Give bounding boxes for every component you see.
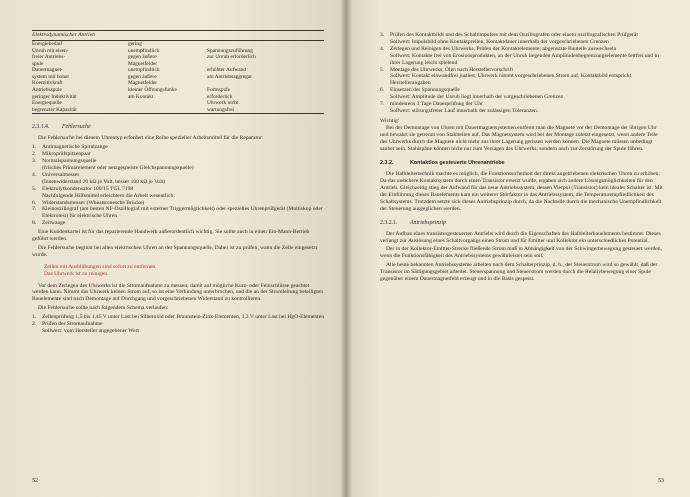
list-item [380, 87, 664, 101]
list-text: Montage des Uhrwerks, Ölen nach Herstellervorschrift Sollwert: Kontakt einwandfrei justiert, Uhrwerk nimmt vorgeschriebenen Strom auf, Kontaktbild entspricht Herstellerangaben [390, 66, 631, 87]
procedure-list [32, 314, 324, 335]
table-cell: unempfindlich gegen äußere Magnetfelder [128, 67, 160, 87]
list-text: Normalspannungsquelle (frisches Primärelement oder netzgespeiste Gleichspannungsquelle) [42, 158, 194, 171]
list-text: Elektrolytkondensator 100/15 TGL 7198 Nachfolgende Hilfsmittel erleichtern die Arbeit wesentlich: [42, 185, 175, 199]
list-number: 1. [32, 144, 37, 151]
tools-list [32, 144, 324, 227]
wichtig-text: Bei der Demontage von Uhren mit Dauermagnetsystemen entfernt man die Magnete vor der Demontage der übrigen Uhr und bewahrt sie getrennt von Stahlteilen auf. Das Magnetsystem wird bei der Montage zuletzt eingesetzt, wenn andere Teile des Uhrwerks durch die Magnete nicht mehr aus ihrer Lagerung gerissen werden können. Die Magnete müssen unbedingt sauber sein. Stahlspäne können nicht nur zum Versagen des Uhrwerks, sondern auch zur Zerstörung der Spule führen. [380, 124, 658, 152]
list-number: 5. [380, 66, 385, 73]
table-cell: unempfindlich gegen äußere Magnetfelder [128, 47, 160, 67]
table-cell: Energiebedarf [32, 40, 63, 47]
list-text: Mikroprüfspitzenpaar [42, 151, 91, 158]
section-title: Kontaktlos gesteuerte Uhrenantriebe [410, 160, 505, 167]
paragraph: Die Fehlersuche sollte nach folgendem Schema verlaufen: [38, 305, 169, 312]
list-text: Prüfen der Stromaufnahme Sollwert: vom Hersteller angegebener Wert [42, 321, 139, 334]
wichtig-label: Wichtig: [380, 117, 400, 124]
list-text: Universalmesser (Innenwiderstand 20 kΩ je Volt, besser 100 kΩ je Volt) [42, 171, 166, 185]
list-text: Zerlegen und Reinigen des Uhrwerks, Prüfen der Kontaktelemente; abgenutzte Bauteile auswechseln Sollwert: Kontakte frei von Erosionsprodukten, an der Unruh liegenden Amplitudenbegrenzungselemente fettfrei und in ihrer Lagerung leicht spielend [390, 45, 659, 66]
list-text: Widerstandsmesser (Wheatstonesche Brücke) [42, 199, 145, 206]
table-row [32, 67, 324, 87]
list-number: 3. [32, 158, 37, 165]
list-item [380, 46, 664, 67]
list-item [32, 321, 324, 335]
section-heading [380, 160, 664, 167]
paragraph: Der in der Kollektor-Emitter-Strecke fließende Strom muß in Abhängigkeit von der Schwingerbewegung gesteuert werden, wenn die Funktionsfähigkeit des Antriebssystems gewährleistet sein soll. [380, 246, 662, 260]
list-text: Zellenprüfung 1,5 bis 1,45 V unter Last bei Silberoxid oder Braunstein-Zink-Elementen, 1,3 V unter Last bei HgO-Elementen [42, 314, 325, 321]
list-item [32, 220, 324, 227]
warning-note: Zellen mit Ausblühungen sind sofort zu entfernen. Das Uhrwerk ist zu reinigen. [44, 263, 157, 277]
list-number: 3. [380, 32, 385, 38]
paragraph: Der Aufbau eines transistorgesteuerten Antriebs wird durch die Eigenschaften des Halbleiterbauelements bestimmt. Dieses verlangt zur Auslösung eines Schaltvorgangs einen Strom und für Emitter und Kollektor ein unterschiedliches Potential. [380, 230, 661, 244]
table-row [32, 100, 324, 113]
book-gutter [340, 0, 352, 497]
table-cell: Unruh mit eisen- freier Antriebs- spule [32, 47, 69, 67]
list-number: 2. [32, 151, 37, 158]
table-row [32, 48, 324, 68]
list-item [380, 67, 664, 88]
list-number: 4. [380, 45, 385, 52]
section-heading [32, 124, 324, 131]
list-text: Antimagnetische Spiralzange [42, 144, 108, 151]
list-item [32, 158, 324, 172]
list-number: 5. [32, 185, 37, 192]
list-number: 2. [32, 321, 37, 328]
list-text: Zeitwaage [42, 220, 66, 227]
list-number: 6. [32, 199, 37, 206]
section-number: 2.3.2. [380, 160, 394, 167]
list-number: 7. [380, 101, 385, 108]
list-number: 4. [32, 171, 37, 178]
list-item [380, 32, 664, 46]
table-cell: gering [128, 40, 142, 47]
list-item [32, 206, 324, 220]
paragraph: Die Fehlersuche beginnt bei allen elektrischen Uhren an der Spannungsquelle. Dabei ist zu prüfen, wann die Zelle eingesetzt wurde. [32, 244, 318, 258]
subsection-heading [380, 220, 664, 227]
page-number: 52 [32, 478, 38, 485]
list-item [380, 101, 664, 115]
list-text: mindestens 3 Tage Dauerprüfung der Uhr Sollwert: störungsfreier Lauf innerhalb der zulässigen Toleranzen. [390, 101, 539, 114]
subsection-title: Antriebsprinzip [410, 219, 447, 226]
table-row [32, 41, 324, 48]
table-cell: Energiequelle begrenzter Kapazität [32, 100, 77, 113]
list-text: Einsetzen der Spannungsquelle Sollwert: Amplitude der Unruh liegt innerhalb der vorgeschriebenen Grenzen [390, 87, 564, 101]
list-number: 6. [380, 87, 385, 94]
list-text: Kleinoszillograf (am besten NF-Oszillograf mit externer Triggermöglichkeit) oder spezielles Uhrenprüfgerät (Multiskop oder Elektrotest) für elektrische Uhren [42, 206, 323, 220]
table-row [32, 87, 324, 100]
paragraph: Die Halbleitertechnik machte es möglich, die Funktionssicherheit der direkt angetriebenen elektrischen Uhren zu erhöhen. Da das unsichere Kontaktsystem durch einen Transistor ersetzt wurde, ergaben sich andere Lösungsmöglichkeiten für den Antrieb. Gleichzeitig stieg der Aufwand für das neue Antriebssystem, dessen Vierpol (Transistor) kein idealer Schalter ist. Mit der Einführung dieses Bauelements kam ein weiterer Störfaktor in das Antriebssystem, die Temperaturempfindlichkeit des Schaltsystems. Trotzdem setzte sich dieses Antriebsprinzip durch, da die Nachteile durch die mechanische Unempfindlichkeit der Steuerung ausgeglichen werden. [380, 171, 663, 212]
comparison-table [32, 30, 324, 114]
section-number: 2.3.1.4. [32, 124, 50, 131]
table-cell: Spannungszuführung zur Unruh erforderlich [207, 47, 256, 61]
procedure-list [380, 32, 664, 115]
table-cell: Uhrwerk nicht wartungsfrei [207, 100, 239, 113]
list-item [32, 172, 324, 186]
table-cell: Dauermagnet- system mit hoher Koerzitivkraft [32, 67, 70, 87]
list-text: Prüfen des Kontaktbilds und des Schaltimpulses mit dem Oszillografen oder einem oszillografischen Prüfgerät Sollwert: Impulsbild ohne Kontaktprellen, Kontaktdauer innerhalb der vorgeschriebenen Grenzen [390, 32, 638, 45]
list-number: 1. [32, 314, 37, 321]
paragraph: Eine Kundenkartei ist für das reparierende Handwerk außerordentlich wichtig. Sie sollte auch in einen Ein-Mann-Betrieb geführt werden. [32, 229, 310, 243]
page-right [346, 0, 690, 497]
list-item [32, 151, 324, 158]
subsection-number: 2.3.2.1. [380, 219, 398, 226]
table-body [32, 41, 324, 114]
list-number: 8. [32, 220, 37, 227]
list-item [32, 186, 324, 200]
wichtig-block [380, 118, 664, 153]
paragraph: Alle heute bekannten Antriebssysteme arbeiten nach dem Schalterprinzip, d. h., der Steuerstrom wird so gewählt, daß der Transistor im Sättigungsgebiet arbeitet. Steuerspannung und Steuerstrom werden durch die Relativbewegung einer Spule gegenüber einem Dauermagnetfeld erzeugt und in die Basis gespeist. [380, 262, 658, 283]
table-cell [207, 41, 324, 48]
table-cell: erhöhter Aufwand am Antriebsaggregat [207, 67, 252, 80]
list-number: 7. [32, 206, 37, 213]
page-number: 53 [658, 478, 664, 485]
table-cell: Antriebsspule geringer Induktivität [32, 87, 77, 100]
section-title: Fehlersuche [62, 124, 91, 131]
paragraph: Vor dem Zerlegen des Uhrwerks ist die Stromaufnahme zu messen, damit auf mögliche Kurz- oder Feinschlüsse geachtet werden kann. Nimmt das Uhrwerk keinen Strom auf, so ist eine Verbindung unterbrochen, und die an der Stromleitung beteiligten Bauelemente sind nach Demontage auf Durchgang und vorgeschriebenen Widerstand zu kontrollieren. [32, 282, 324, 303]
table-cell: kleiner Öffnungsfunke am Kontakt [128, 87, 177, 100]
table-cell: Formspule erforderlich [207, 87, 233, 100]
table-title: Elektrodynamischer Antrieb [32, 31, 324, 41]
intro-paragraph: Die Fehlersuche bei diesem Uhrentyp erfordert eine Reihe spezieller Arbeitsmittel für die Reparatur: [38, 135, 264, 142]
table-cell [128, 100, 207, 113]
